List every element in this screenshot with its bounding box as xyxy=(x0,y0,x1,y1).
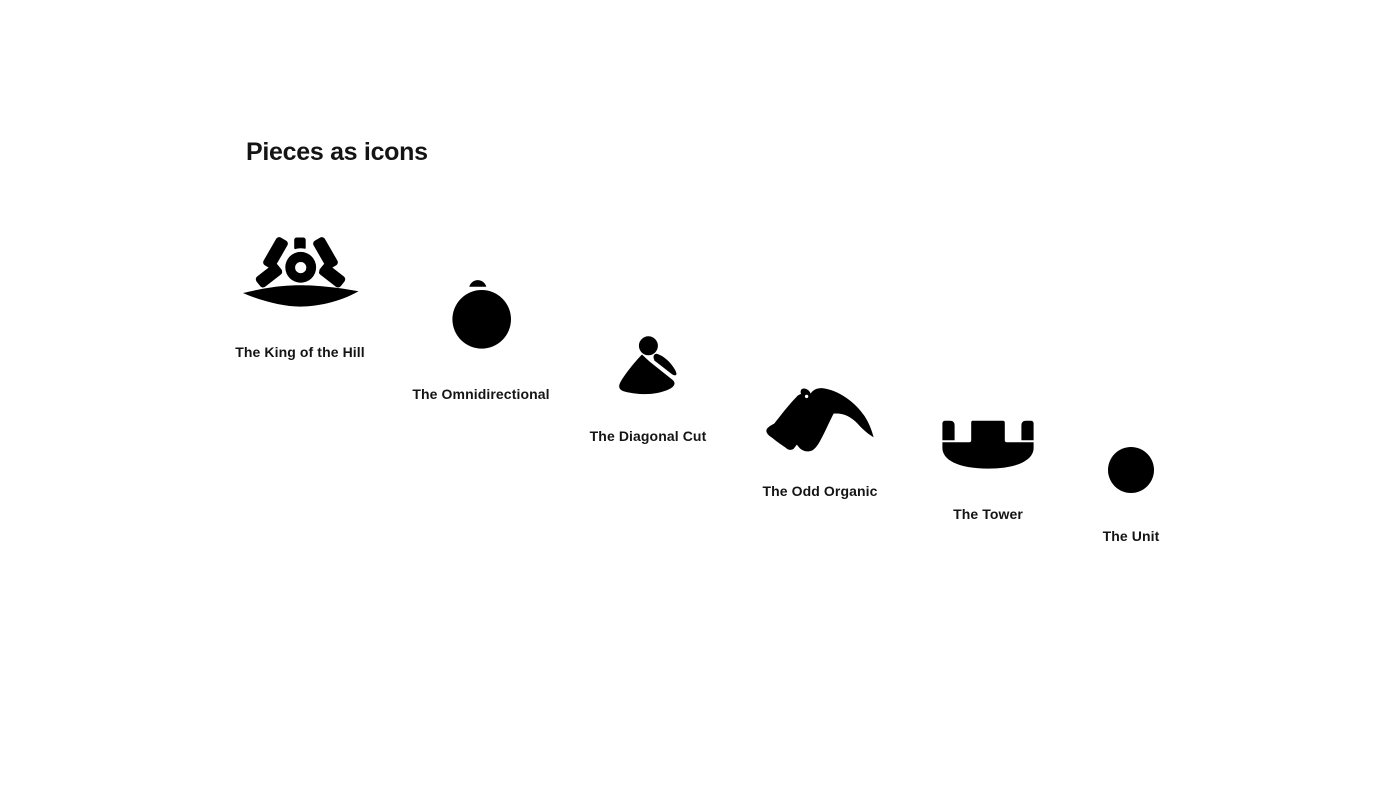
piece-label-bishop: The Diagonal Cut xyxy=(589,428,707,444)
piece-label-knight: The Odd Organic xyxy=(762,483,878,499)
piece-label-queen: The Omnidirectional xyxy=(412,386,550,402)
rook-icon xyxy=(942,420,1034,469)
page-title: Pieces as icons xyxy=(246,138,428,166)
piece-label-pawn: The Unit xyxy=(1102,528,1160,544)
king-icon xyxy=(242,236,360,308)
queen-icon xyxy=(450,280,514,349)
knight-icon xyxy=(763,384,876,454)
piece-label-rook: The Tower xyxy=(953,506,1023,522)
piece-label-king: The King of the Hill xyxy=(235,344,365,360)
pawn-icon xyxy=(1108,447,1154,493)
bishop-icon xyxy=(616,335,680,395)
